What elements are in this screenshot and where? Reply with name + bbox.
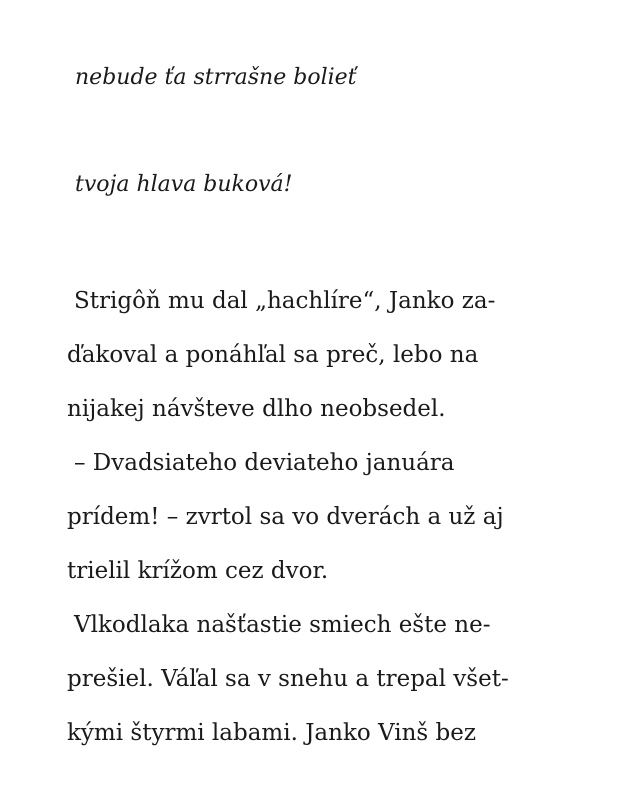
prose-body <box>67 274 587 760</box>
text-line-7: Vlkodlaka našťastie smiech ešte ne- <box>74 612 491 638</box>
verse-line-2: tvoja hlava buková! <box>75 172 293 197</box>
text-line-6: trielil krížom cez dvor. <box>67 558 329 584</box>
text-line-8: prešiel. Váľal sa v snehu a trepal všet- <box>67 666 509 692</box>
text-line-9: kými štyrmi labami. Janko Vinš bez <box>67 720 476 746</box>
text-line-3: nijakej návšteve dlho neobsedel. <box>67 396 446 422</box>
text-line-4: – Dvadsiateho deviateho januára <box>74 450 455 476</box>
text-line-2: ďakoval a ponáhľal sa preč, lebo na <box>67 342 479 368</box>
verse-line-1: nebude ťa strrašne bolieť <box>75 65 357 90</box>
text-line-1: Strigôň mu dal „hachlíre“, Janko za- <box>74 288 496 314</box>
text-line-5: prídem! – zvrtol sa vo dverách a už aj <box>67 504 504 530</box>
